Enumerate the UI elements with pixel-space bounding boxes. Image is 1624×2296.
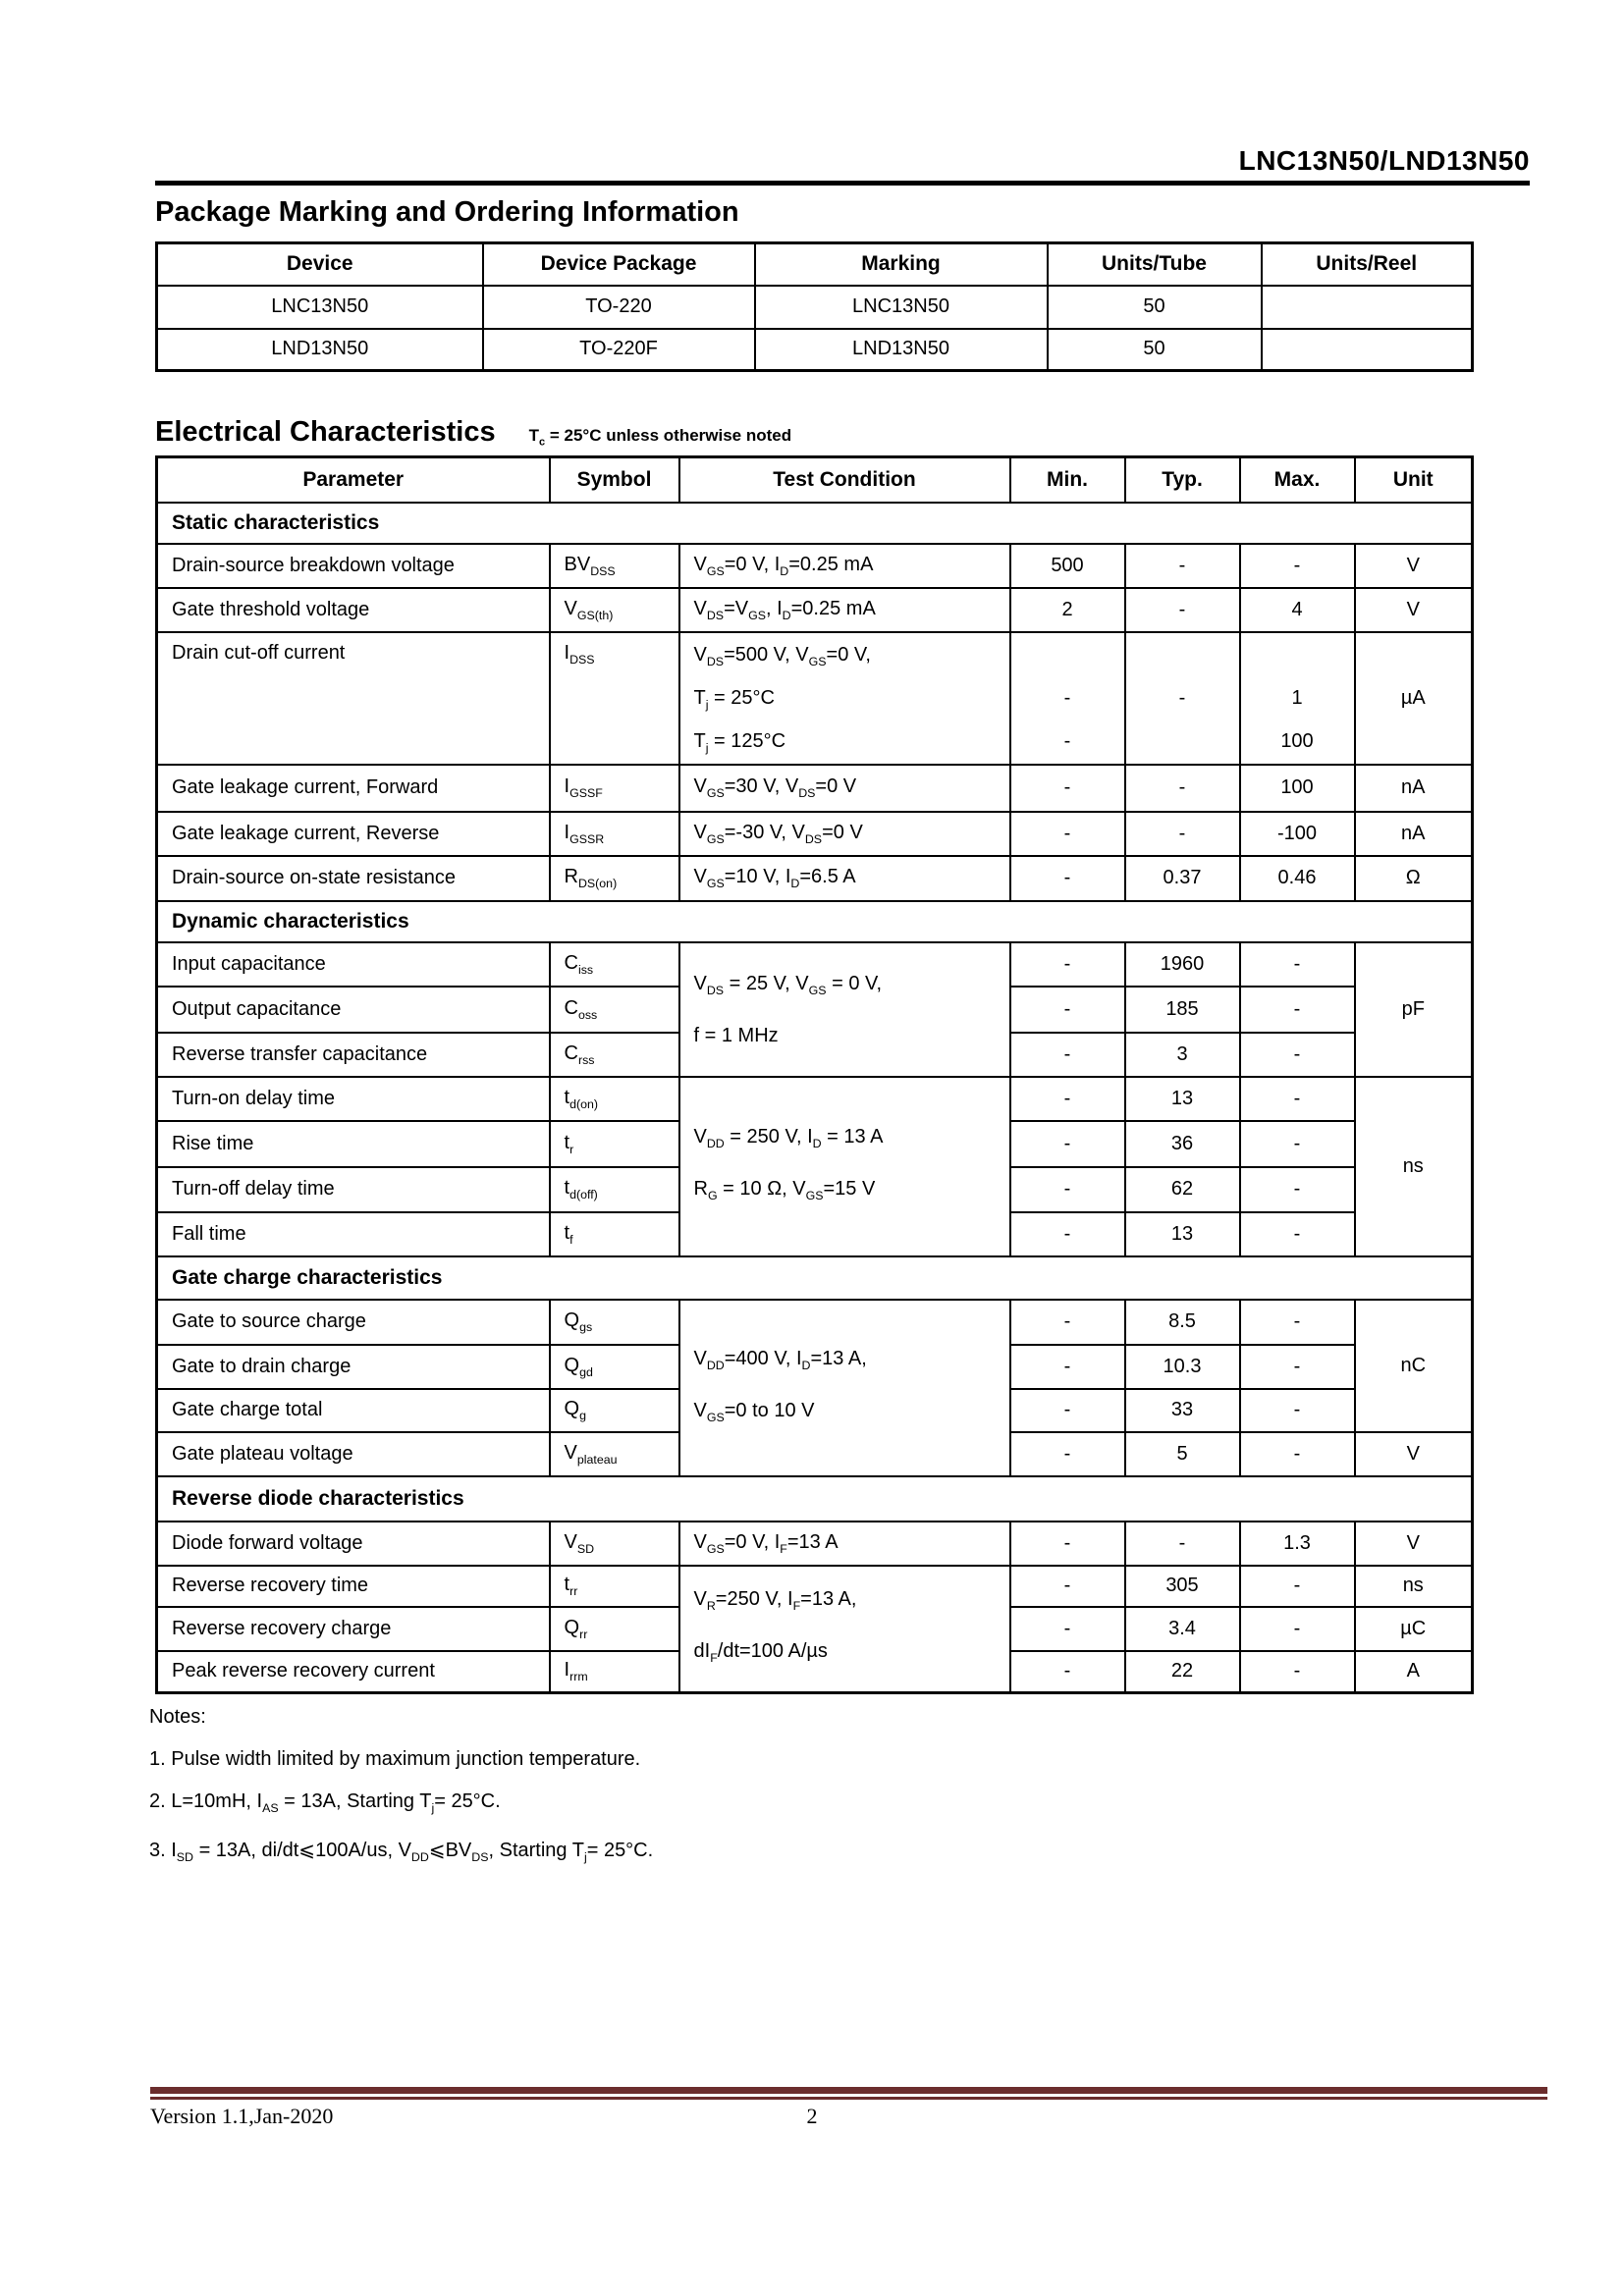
- table-cell: 305: [1125, 1566, 1240, 1607]
- table-cell: $V_{DD}=400$ V, $I_D=13$ A, $V_{GS}=0$ to 10 V: [679, 1300, 1010, 1476]
- table-cell: -: [1010, 1566, 1125, 1607]
- note-item: 3. $I_{SD} = 13A$, di/dt⩽100A/us, $V_{DD}⩽BV_{DS}$, Starting $T_j= 25^\circ C$.: [149, 1840, 654, 1864]
- table-cell: -: [1010, 942, 1125, 987]
- table-cell: -: [1010, 1167, 1125, 1212]
- table-row: [157, 812, 1473, 856]
- table-cell: [1262, 329, 1473, 371]
- table-cell: 10.3: [1125, 1345, 1240, 1389]
- table-cell: V: [1355, 1432, 1473, 1476]
- electrical-characteristics-table: [155, 455, 1474, 1694]
- table-cell: $V_{SD}$: [550, 1522, 679, 1566]
- table-cell: 1 100: [1240, 632, 1355, 765]
- table-cell: $V_{DD} = 250$ V, $I_D = 13$ A $R_G = 10$ Ω, $V_{GS}=15$ V: [679, 1077, 1010, 1256]
- table-row: [157, 503, 1473, 544]
- column-header: Max.: [1240, 457, 1355, 503]
- table-cell: V: [1355, 544, 1473, 588]
- notes-title: Notes:: [149, 1706, 206, 1728]
- table-cell: $I_{GSSF}$: [550, 765, 679, 812]
- table-cell: $R_{DS(on)}$: [550, 856, 679, 901]
- table-cell: -: [1125, 632, 1240, 765]
- section-row-label: Dynamic characteristics: [157, 901, 1473, 942]
- note-item: 1. Pulse width limited by maximum junction temperature.: [149, 1748, 641, 1770]
- table-cell: Reverse recovery charge: [157, 1607, 550, 1651]
- table-cell: $Q_g$: [550, 1389, 679, 1432]
- footer-rule-thin: [150, 2097, 1547, 2100]
- table-cell: $I_{GSSR}$: [550, 812, 679, 856]
- table-cell: LNC13N50: [755, 286, 1048, 329]
- table-cell: 50: [1048, 286, 1262, 329]
- table-cell: 33: [1125, 1389, 1240, 1432]
- table-cell: Turn-on delay time: [157, 1077, 550, 1121]
- table-cell: 5: [1125, 1432, 1240, 1476]
- package-marking-title: Package Marking and Ordering Information: [155, 196, 739, 228]
- column-header: Device Package: [483, 243, 755, 286]
- table-row: [157, 1566, 1473, 1607]
- table-cell: TO-220: [483, 286, 755, 329]
- footer-version: Version 1.1,Jan-2020: [150, 2104, 334, 2128]
- table-cell: Input capacitance: [157, 942, 550, 987]
- section-row-label: Static characteristics: [157, 503, 1473, 544]
- note-item: 2. L=10mH, $I_{AS} = 13A$, Starting $T_j= 25^\circ C$.: [149, 1790, 501, 1815]
- table-cell: $C_{rss}$: [550, 1033, 679, 1077]
- table-cell: -: [1240, 1432, 1355, 1476]
- table-cell: 0.46: [1240, 856, 1355, 901]
- table-cell: $I_{rrm}$: [550, 1651, 679, 1693]
- table-cell: LND13N50: [157, 329, 483, 371]
- table-cell: $V_{GS}=-30$ V, $V_{DS}=0$ V: [679, 812, 1010, 856]
- table-cell: Ω: [1355, 856, 1473, 901]
- table-cell: $V_{DS}=V_{GS}$, $I_D=0.25$ mA: [679, 588, 1010, 632]
- table-row: [157, 765, 1473, 812]
- table-cell: $t_{d(off)}$: [550, 1167, 679, 1212]
- table-cell: 3.4: [1125, 1607, 1240, 1651]
- table-cell: -: [1010, 1607, 1125, 1651]
- table-cell: Gate to source charge: [157, 1300, 550, 1345]
- table-cell: $V_{GS}=0$ V, $I_F=13$ A: [679, 1522, 1010, 1566]
- table-cell: Output capacitance: [157, 987, 550, 1033]
- column-header: Units/Reel: [1262, 243, 1473, 286]
- table-cell: -: [1010, 1121, 1125, 1167]
- table-cell: $Q_{gs}$: [550, 1300, 679, 1345]
- table-row: [157, 856, 1473, 901]
- table-cell: -: [1010, 1432, 1125, 1476]
- table-cell: µC: [1355, 1607, 1473, 1651]
- column-header: Test Condition: [679, 457, 1010, 503]
- column-header: Typ.: [1125, 457, 1240, 503]
- table-cell: Drain-source on-state resistance: [157, 856, 550, 901]
- column-header: Device: [157, 243, 483, 286]
- table-cell: -: [1240, 987, 1355, 1033]
- column-header: Symbol: [550, 457, 679, 503]
- notes-items: [149, 1746, 653, 1870]
- table-cell: nA: [1355, 765, 1473, 812]
- table-cell: -: [1010, 1300, 1125, 1345]
- section-row-label: Gate charge characteristics: [157, 1256, 1473, 1300]
- notes-block: [149, 1704, 653, 1870]
- table-cell: -: [1240, 1607, 1355, 1651]
- table-cell: $t_{d(on)}$: [550, 1077, 679, 1121]
- table-cell: TO-220F: [483, 329, 755, 371]
- table-cell: -: [1240, 1300, 1355, 1345]
- table-cell: $BV_{DSS}$: [550, 544, 679, 588]
- table-cell: -: [1240, 1033, 1355, 1077]
- table-cell: 3: [1125, 1033, 1240, 1077]
- table-cell: $t_{rr}$: [550, 1566, 679, 1607]
- header-rule: [155, 181, 1530, 186]
- table-cell: $V_{plateau}$: [550, 1432, 679, 1476]
- table-cell: Reverse recovery time: [157, 1566, 550, 1607]
- package-marking-table: [155, 241, 1474, 372]
- table-cell: -: [1240, 942, 1355, 987]
- table-cell: Gate charge total: [157, 1389, 550, 1432]
- table-cell: -: [1240, 1345, 1355, 1389]
- table-cell: 0.37: [1125, 856, 1240, 901]
- table-row: [157, 544, 1473, 588]
- table-cell: -: [1010, 1522, 1125, 1566]
- table-cell: LND13N50: [755, 329, 1048, 371]
- table-cell: Fall time: [157, 1212, 550, 1256]
- table-cell: -: [1125, 588, 1240, 632]
- table-cell: V: [1355, 1522, 1473, 1566]
- table-cell: -: [1240, 1389, 1355, 1432]
- column-header: Marking: [755, 243, 1048, 286]
- table-cell: -: [1010, 1212, 1125, 1256]
- footer: [0, 2104, 1624, 2133]
- table-cell: $V_{DS} = 25$ V, $V_{GS} = 0$ V, f = 1 MHz: [679, 942, 1010, 1077]
- table-cell: 50: [1048, 329, 1262, 371]
- footer-page-number: 2: [806, 2104, 818, 2128]
- table-cell: Gate plateau voltage: [157, 1432, 550, 1476]
- table-cell: 1960: [1125, 942, 1240, 987]
- table-cell: $V_{GS}=30$ V, $V_{DS}=0$ V: [679, 765, 1010, 812]
- table-cell: -100: [1240, 812, 1355, 856]
- table-cell: nC: [1355, 1300, 1473, 1432]
- column-header: Unit: [1355, 457, 1473, 503]
- table-cell: -: [1010, 856, 1125, 901]
- column-header: Units/Tube: [1048, 243, 1262, 286]
- test-condition-note: $T_c = 25^\circ C$ unless otherwise noted: [528, 426, 792, 449]
- table-cell: $V_{GS}=0$ V, $I_D=0.25$ mA: [679, 544, 1010, 588]
- section-row-label: Reverse diode characteristics: [157, 1476, 1473, 1522]
- table-cell: $C_{oss}$: [550, 987, 679, 1033]
- table-cell: -: [1125, 765, 1240, 812]
- table-cell: Diode forward voltage: [157, 1522, 550, 1566]
- table-cell: LNC13N50: [157, 286, 483, 329]
- table-cell: -: [1240, 1077, 1355, 1121]
- table-cell: V: [1355, 588, 1473, 632]
- table-cell: $C_{iss}$: [550, 942, 679, 987]
- table-cell: [1262, 286, 1473, 329]
- table-cell: µA: [1355, 632, 1473, 765]
- table-cell: -: [1240, 1121, 1355, 1167]
- table-cell: $t_f$: [550, 1212, 679, 1256]
- table-cell: 13: [1125, 1077, 1240, 1121]
- table-cell: - -: [1010, 632, 1125, 765]
- table-row: [157, 901, 1473, 942]
- column-header: Parameter: [157, 457, 550, 503]
- table-cell: $Q_{gd}$: [550, 1345, 679, 1389]
- table-cell: 2: [1010, 588, 1125, 632]
- table-cell: -: [1010, 1345, 1125, 1389]
- table-cell: -: [1125, 1522, 1240, 1566]
- table-cell: -: [1010, 1651, 1125, 1693]
- table-cell: $V_R=250$ V, $I_F=13$ A, $dI_F/dt=100$ A/µs: [679, 1566, 1010, 1693]
- table-cell: Reverse transfer capacitance: [157, 1033, 550, 1077]
- table-cell: $V_{GS(th)}$: [550, 588, 679, 632]
- table-cell: 4: [1240, 588, 1355, 632]
- table-cell: Drain cut-off current: [157, 632, 550, 765]
- table-cell: -: [1010, 812, 1125, 856]
- table-row: [157, 588, 1473, 632]
- table-cell: 500: [1010, 544, 1125, 588]
- table-cell: $V_{GS}=10$ V, $I_D=6.5$ A: [679, 856, 1010, 901]
- table-cell: Gate leakage current, Forward: [157, 765, 550, 812]
- table-cell: Peak reverse recovery current: [157, 1651, 550, 1693]
- table-cell: $t_r$: [550, 1121, 679, 1167]
- table-cell: Gate threshold voltage: [157, 588, 550, 632]
- footer-rule-thick: [150, 2087, 1547, 2094]
- table-cell: ns: [1355, 1077, 1473, 1256]
- table-row: [157, 329, 1473, 371]
- table-row: [157, 632, 1473, 765]
- table-cell: -: [1125, 544, 1240, 588]
- table-row: [157, 1300, 1473, 1345]
- table-cell: 100: [1240, 765, 1355, 812]
- table-cell: 62: [1125, 1167, 1240, 1212]
- table-cell: -: [1010, 1389, 1125, 1432]
- table-row: [157, 1522, 1473, 1566]
- table-cell: nA: [1355, 812, 1473, 856]
- table-cell: -: [1010, 765, 1125, 812]
- table-cell: Turn-off delay time: [157, 1167, 550, 1212]
- table-cell: ns: [1355, 1566, 1473, 1607]
- table-cell: -: [1010, 1077, 1125, 1121]
- column-header: Min.: [1010, 457, 1125, 503]
- part-number-header: LNC13N50/LND13N50: [1238, 145, 1530, 176]
- table-cell: 13: [1125, 1212, 1240, 1256]
- table-row: [157, 1476, 1473, 1522]
- table-cell: -: [1240, 544, 1355, 588]
- table-cell: -: [1010, 987, 1125, 1033]
- table-row: [157, 1077, 1473, 1121]
- table-cell: 22: [1125, 1651, 1240, 1693]
- table-cell: -: [1240, 1167, 1355, 1212]
- table-cell: 36: [1125, 1121, 1240, 1167]
- table-cell: A: [1355, 1651, 1473, 1693]
- electrical-characteristics-header: [155, 416, 791, 449]
- table-cell: 8.5: [1125, 1300, 1240, 1345]
- table-cell: $Q_{rr}$: [550, 1607, 679, 1651]
- table-cell: -: [1240, 1212, 1355, 1256]
- table-row: [157, 942, 1473, 987]
- table-cell: -: [1240, 1651, 1355, 1693]
- table-cell: Gate leakage current, Reverse: [157, 812, 550, 856]
- table-cell: -: [1240, 1566, 1355, 1607]
- table-cell: Rise time: [157, 1121, 550, 1167]
- table-cell: pF: [1355, 942, 1473, 1077]
- table-cell: -: [1010, 1033, 1125, 1077]
- table-cell: 1.3: [1240, 1522, 1355, 1566]
- table-cell: Gate to drain charge: [157, 1345, 550, 1389]
- table-cell: 185: [1125, 987, 1240, 1033]
- electrical-characteristics-title: Electrical Characteristics: [155, 416, 496, 448]
- table-cell: $I_{DSS}$: [550, 632, 679, 765]
- table-row: [157, 1256, 1473, 1300]
- table-row: [157, 286, 1473, 329]
- table-cell: Drain-source breakdown voltage: [157, 544, 550, 588]
- table-cell: -: [1125, 812, 1240, 856]
- table-cell: $V_{DS}=500$ V, $V_{GS}=0$ V, $T_j = 25^\circ C$ $T_j = 125^\circ C$: [679, 632, 1010, 765]
